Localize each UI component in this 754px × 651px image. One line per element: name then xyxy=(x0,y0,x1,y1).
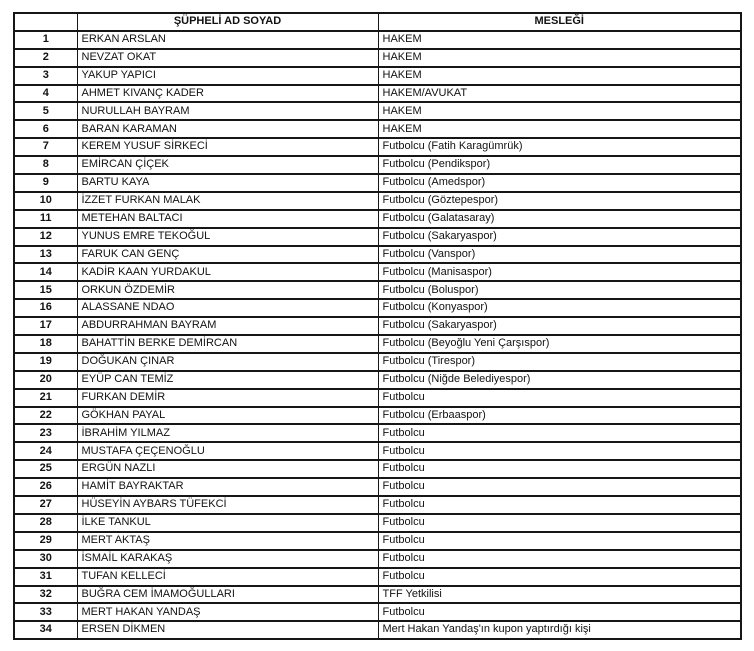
profession-cell: Futbolcu (Manisaspor) xyxy=(378,263,741,281)
profession-cell: Futbolcu xyxy=(378,532,741,550)
suspect-name-cell: FARUK CAN GENÇ xyxy=(77,246,378,264)
suspect-name-cell: YUNUS EMRE TEKOĞUL xyxy=(77,228,378,246)
suspect-name-cell: KADİR KAAN YURDAKUL xyxy=(77,263,378,281)
suspect-name-cell: NURULLAH BAYRAM xyxy=(77,102,378,120)
suspect-name-cell: GÖKHAN PAYAL xyxy=(77,407,378,425)
profession-cell: Futbolcu xyxy=(378,550,741,568)
profession-cell: Futbolcu (Amedspor) xyxy=(378,174,741,192)
row-number-cell: 22 xyxy=(14,407,77,425)
table-row xyxy=(14,299,741,317)
suspect-name-cell: KEREM YUSUF SİRKECİ xyxy=(77,138,378,156)
suspect-name-cell: YAKUP YAPICI xyxy=(77,67,378,85)
suspect-name-cell: MERT AKTAŞ xyxy=(77,532,378,550)
table-row xyxy=(14,317,741,335)
suspect-name-cell: TUFAN KELLECİ xyxy=(77,568,378,586)
suspect-name-cell: ERGÜN NAZLI xyxy=(77,460,378,478)
table-row xyxy=(14,335,741,353)
row-number-cell: 1 xyxy=(14,31,77,49)
row-number-cell: 27 xyxy=(14,496,77,514)
table-row xyxy=(14,460,741,478)
table-row xyxy=(14,281,741,299)
table-row xyxy=(14,49,741,67)
profession-cell: Futbolcu xyxy=(378,568,741,586)
table-row xyxy=(14,550,741,568)
profession-cell: Futbolcu (Erbaaspor) xyxy=(378,407,741,425)
suspect-name-cell: ORKUN ÖZDEMİR xyxy=(77,281,378,299)
column-header-profession: MESLEĞİ xyxy=(378,13,741,31)
table-body xyxy=(14,31,741,639)
table-row xyxy=(14,621,741,639)
suspect-name-cell: AHMET KIVANÇ KADER xyxy=(77,85,378,103)
profession-cell: Futbolcu xyxy=(378,389,741,407)
header-row xyxy=(14,13,741,31)
suspect-name-cell: METEHAN BALTACI xyxy=(77,210,378,228)
row-number-cell: 16 xyxy=(14,299,77,317)
suspect-name-cell: BAHATTİN BERKE DEMİRCAN xyxy=(77,335,378,353)
table-row xyxy=(14,514,741,532)
suspect-name-cell: HÜSEYİN AYBARS TÜFEKCİ xyxy=(77,496,378,514)
row-number-cell: 34 xyxy=(14,621,77,639)
table-row xyxy=(14,246,741,264)
row-number-cell: 29 xyxy=(14,532,77,550)
suspect-name-cell: İLKE TANKUL xyxy=(77,514,378,532)
row-number-cell: 5 xyxy=(14,102,77,120)
profession-cell: Futbolcu xyxy=(378,442,741,460)
row-number-cell: 28 xyxy=(14,514,77,532)
table-row xyxy=(14,568,741,586)
row-number-cell: 21 xyxy=(14,389,77,407)
table-row xyxy=(14,228,741,246)
row-number-cell: 2 xyxy=(14,49,77,67)
suspect-name-cell: ABDURRAHMAN BAYRAM xyxy=(77,317,378,335)
profession-cell: HAKEM xyxy=(378,31,741,49)
row-number-cell: 13 xyxy=(14,246,77,264)
table-row xyxy=(14,263,741,281)
profession-cell: Futbolcu (Pendikspor) xyxy=(378,156,741,174)
suspect-name-cell: FURKAN DEMİR xyxy=(77,389,378,407)
table-row xyxy=(14,192,741,210)
row-number-cell: 14 xyxy=(14,263,77,281)
table-row xyxy=(14,85,741,103)
suspects-table xyxy=(13,12,742,640)
profession-cell: Futbolcu (Vanspor) xyxy=(378,246,741,264)
table-row xyxy=(14,407,741,425)
table-row xyxy=(14,371,741,389)
row-number-cell: 30 xyxy=(14,550,77,568)
suspect-name-cell: EMİRCAN ÇİÇEK xyxy=(77,156,378,174)
profession-cell: Futbolcu (Niğde Belediyespor) xyxy=(378,371,741,389)
profession-cell: TFF Yetkilisi xyxy=(378,586,741,604)
suspects-table-container xyxy=(13,12,742,640)
column-header-index xyxy=(14,13,77,31)
table-row xyxy=(14,31,741,49)
suspect-name-cell: İSMAİL KARAKAŞ xyxy=(77,550,378,568)
row-number-cell: 17 xyxy=(14,317,77,335)
suspect-name-cell: ALASSANE NDAO xyxy=(77,299,378,317)
table-row xyxy=(14,389,741,407)
table-row xyxy=(14,120,741,138)
table-row xyxy=(14,102,741,120)
profession-cell: Futbolcu (Galatasaray) xyxy=(378,210,741,228)
suspect-name-cell: İBRAHİM YILMAZ xyxy=(77,424,378,442)
suspect-name-cell: BARTU KAYA xyxy=(77,174,378,192)
table-row xyxy=(14,174,741,192)
row-number-cell: 19 xyxy=(14,353,77,371)
row-number-cell: 20 xyxy=(14,371,77,389)
row-number-cell: 32 xyxy=(14,586,77,604)
row-number-cell: 8 xyxy=(14,156,77,174)
suspect-name-cell: NEVZAT OKAT xyxy=(77,49,378,67)
profession-cell: Futbolcu (Konyaspor) xyxy=(378,299,741,317)
profession-cell: HAKEM/AVUKAT xyxy=(378,85,741,103)
table-row xyxy=(14,210,741,228)
suspect-name-cell: MUSTAFA ÇEÇENOĞLU xyxy=(77,442,378,460)
suspect-name-cell: HAMİT BAYRAKTAR xyxy=(77,478,378,496)
profession-cell: Futbolcu xyxy=(378,424,741,442)
suspect-name-cell: DOĞUKAN ÇINAR xyxy=(77,353,378,371)
row-number-cell: 25 xyxy=(14,460,77,478)
row-number-cell: 11 xyxy=(14,210,77,228)
column-header-suspect-name: ŞÜPHELİ AD SOYAD xyxy=(77,13,378,31)
table-row xyxy=(14,603,741,621)
profession-cell: Futbolcu xyxy=(378,460,741,478)
suspect-name-cell: EYÜP CAN TEMİZ xyxy=(77,371,378,389)
table-row xyxy=(14,353,741,371)
profession-cell: Futbolcu (Sakaryaspor) xyxy=(378,317,741,335)
suspect-name-cell: BARAN KARAMAN xyxy=(77,120,378,138)
row-number-cell: 9 xyxy=(14,174,77,192)
row-number-cell: 18 xyxy=(14,335,77,353)
profession-cell: HAKEM xyxy=(378,67,741,85)
suspect-name-cell: BUĞRA CEM İMAMOĞULLARI xyxy=(77,586,378,604)
profession-cell: HAKEM xyxy=(378,49,741,67)
row-number-cell: 3 xyxy=(14,67,77,85)
row-number-cell: 31 xyxy=(14,568,77,586)
profession-cell: Futbolcu (Göztepespor) xyxy=(378,192,741,210)
row-number-cell: 33 xyxy=(14,603,77,621)
suspect-name-cell: MERT HAKAN YANDAŞ xyxy=(77,603,378,621)
profession-cell: Futbolcu (Fatih Karagümrük) xyxy=(378,138,741,156)
table-row xyxy=(14,67,741,85)
row-number-cell: 6 xyxy=(14,120,77,138)
table-row xyxy=(14,586,741,604)
table-row xyxy=(14,478,741,496)
profession-cell: HAKEM xyxy=(378,102,741,120)
row-number-cell: 10 xyxy=(14,192,77,210)
profession-cell: HAKEM xyxy=(378,120,741,138)
suspect-name-cell: ERSEN DİKMEN xyxy=(77,621,378,639)
profession-cell: Futbolcu (Boluspor) xyxy=(378,281,741,299)
row-number-cell: 23 xyxy=(14,424,77,442)
profession-cell: Futbolcu (Tirespor) xyxy=(378,353,741,371)
table-row xyxy=(14,532,741,550)
row-number-cell: 12 xyxy=(14,228,77,246)
table-row xyxy=(14,156,741,174)
row-number-cell: 26 xyxy=(14,478,77,496)
row-number-cell: 7 xyxy=(14,138,77,156)
table-row xyxy=(14,442,741,460)
profession-cell: Futbolcu xyxy=(378,496,741,514)
profession-cell: Futbolcu xyxy=(378,478,741,496)
profession-cell: Mert Hakan Yandaş'ın kupon yaptırdığı kişi xyxy=(378,621,741,639)
suspect-name-cell: İZZET FURKAN MALAK xyxy=(77,192,378,210)
suspect-name-cell: ERKAN ARSLAN xyxy=(77,31,378,49)
profession-cell: Futbolcu xyxy=(378,603,741,621)
profession-cell: Futbolcu (Sakaryaspor) xyxy=(378,228,741,246)
table-row xyxy=(14,138,741,156)
row-number-cell: 24 xyxy=(14,442,77,460)
table-row xyxy=(14,424,741,442)
table-row xyxy=(14,496,741,514)
row-number-cell: 4 xyxy=(14,85,77,103)
profession-cell: Futbolcu (Beyoğlu Yeni Çarşıspor) xyxy=(378,335,741,353)
profession-cell: Futbolcu xyxy=(378,514,741,532)
row-number-cell: 15 xyxy=(14,281,77,299)
